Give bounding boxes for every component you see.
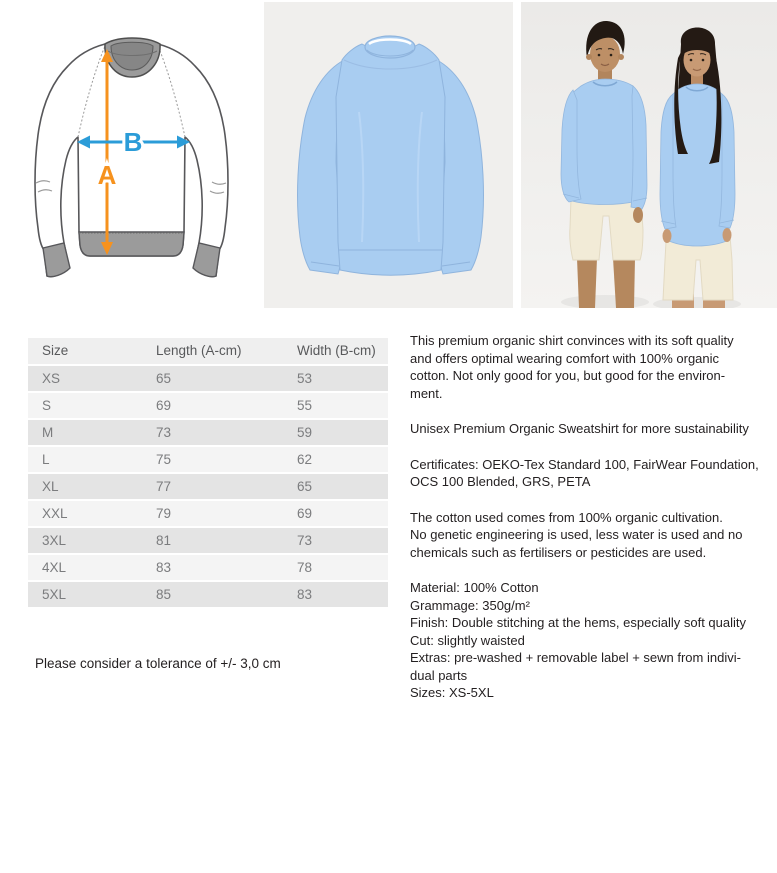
table-row [28, 366, 388, 393]
description-paragraph [410, 509, 774, 562]
description-paragraph [410, 420, 774, 438]
description-line: and offers optimal wearing comfort with 100% organic [410, 350, 720, 366]
description-paragraph [410, 579, 774, 702]
column-header-length: Length (A-cm) [156, 343, 242, 358]
size-table-header [28, 338, 388, 366]
table-row [28, 447, 388, 474]
table-row [28, 555, 388, 582]
width-cell: 62 [297, 452, 313, 467]
table-row [28, 393, 388, 420]
size-cell: XS [42, 371, 61, 386]
sweatshirt-measurement-diagram-icon [0, 0, 262, 310]
description-line: dual parts [410, 667, 468, 683]
description-line: cotton. Not only good for you, but good for the environ- [410, 368, 726, 383]
description-line: The cotton used comes from 100% organic cultivation. [410, 509, 723, 525]
length-cell: 73 [156, 425, 172, 440]
description-line: OCS 100 Blended, GRS, PETA [410, 474, 591, 489]
length-measure-label: A [97, 160, 117, 190]
width-cell: 53 [297, 371, 313, 386]
size-cell: M [42, 425, 54, 440]
size-table-body [28, 366, 388, 609]
description-line: Cut: slightly waisted [410, 632, 525, 648]
description-line: Unisex Premium Organic Sweatshirt for more sustainability [410, 421, 749, 436]
description-line: No genetic engineering is used, less water is used and no [410, 527, 743, 542]
size-cell: S [42, 398, 52, 413]
length-cell: 65 [156, 371, 172, 386]
table-row [28, 420, 388, 447]
size-table [28, 338, 388, 609]
length-cell: 83 [156, 560, 172, 575]
description-paragraph [410, 456, 774, 491]
length-cell: 69 [156, 398, 172, 413]
width-measure-label: B [123, 127, 143, 157]
description-line: Extras: pre-washed + removable label + sewn from indivi- [410, 650, 741, 665]
width-cell: 83 [297, 587, 313, 602]
product-description [410, 332, 774, 720]
description-line: Sizes: XS-5XL [410, 685, 494, 700]
description-line: Finish: Double stitching at the hems, especially soft quality [410, 615, 747, 630]
size-cell: L [42, 452, 50, 467]
length-cell: 79 [156, 506, 172, 521]
table-row [28, 474, 388, 501]
size-cell: XL [42, 479, 59, 494]
width-cell: 73 [297, 533, 313, 548]
flatlay-sweatshirt-icon [264, 2, 513, 308]
width-cell: 69 [297, 506, 313, 521]
length-cell: 85 [156, 587, 172, 602]
description-line: chemicals such as fertilisers or pesticides are used. [410, 544, 707, 560]
column-header-width: Width (B-cm) [297, 343, 376, 358]
width-cell: 55 [297, 398, 313, 413]
description-paragraph [410, 332, 774, 402]
width-cell: 59 [297, 425, 313, 440]
description-line: ment. [410, 385, 443, 401]
two-models-wearing-sweatshirt-icon [521, 2, 777, 308]
product-flatlay-photo [264, 2, 513, 308]
size-cell: 5XL [42, 587, 67, 602]
table-row [28, 528, 388, 555]
size-cell: XXL [42, 506, 68, 521]
description-line: Certificates: OEKO-Tex Standard 100, FairWear Foundation, [410, 456, 759, 472]
table-row [28, 501, 388, 528]
models-photo [521, 2, 777, 308]
table-row [28, 582, 388, 609]
description-line: Grammage: 350g/m² [410, 597, 530, 613]
description-line: Material: 100% Cotton [410, 580, 539, 595]
length-cell: 75 [156, 452, 172, 467]
length-cell: 81 [156, 533, 172, 548]
width-cell: 65 [297, 479, 313, 494]
length-cell: 77 [156, 479, 172, 494]
measurement-diagram-panel [0, 0, 262, 310]
description-line: This premium organic shirt convinces with its soft quality [410, 333, 734, 348]
width-cell: 78 [297, 560, 313, 575]
size-cell: 3XL [42, 533, 67, 548]
column-header-size: Size [42, 343, 69, 358]
tolerance-note: Please consider a tolerance of +/- 3,0 cm [35, 656, 281, 671]
size-cell: 4XL [42, 560, 67, 575]
